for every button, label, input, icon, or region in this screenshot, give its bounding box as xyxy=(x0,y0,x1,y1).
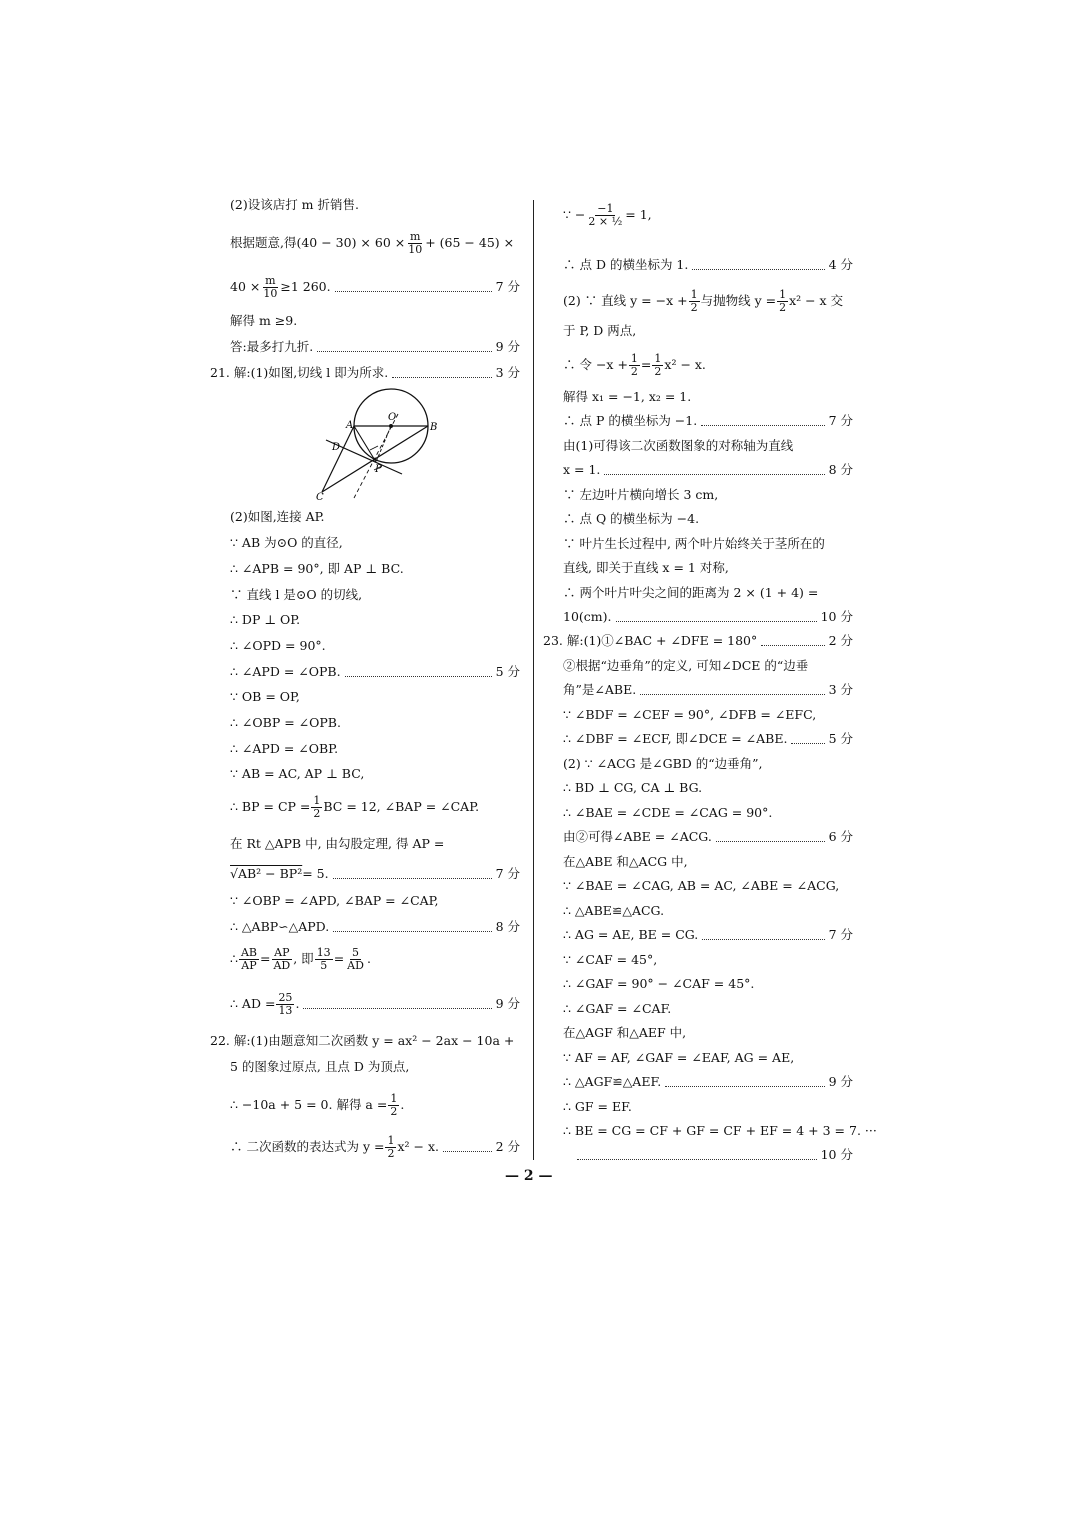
numerator: 1 xyxy=(654,352,662,365)
line xyxy=(563,487,853,503)
score: 2 分 xyxy=(828,633,853,648)
score: 5 分 xyxy=(828,731,853,746)
line xyxy=(230,612,520,628)
line xyxy=(230,947,520,971)
denominator: AD xyxy=(273,958,291,972)
label-p: P xyxy=(375,464,382,475)
line xyxy=(563,353,853,377)
text: 10(cm). xyxy=(563,609,612,624)
text: ∴ 点 Q 的横坐标为 −4. xyxy=(563,511,700,526)
geometry-figure xyxy=(310,388,450,508)
denominator: 2 xyxy=(630,364,638,378)
line xyxy=(563,511,853,527)
line xyxy=(563,323,853,339)
line xyxy=(563,829,853,845)
text: = xyxy=(640,356,652,372)
text: BC = 12, ∠BAP = ∠CAP. xyxy=(323,798,480,814)
line xyxy=(230,638,520,654)
text: 5 的图象过原点, 且点 D 为顶点, xyxy=(230,1059,410,1074)
text: = xyxy=(259,950,271,966)
score: 5 分 xyxy=(495,664,520,679)
denominator: 2 × ½ xyxy=(588,214,623,228)
score: 10 分 xyxy=(820,609,853,624)
text: ∴ ∠GAF = ∠CAF. xyxy=(563,1001,672,1016)
text: 与抛物线 y = xyxy=(700,292,777,308)
fraction xyxy=(239,947,259,971)
text: . xyxy=(295,995,300,1011)
text: 21. 解:(1)如图,切线 l 即为所求. xyxy=(210,365,389,380)
text: (2) ∵ ∠ACG 是∠GBD 的“边垂角”, xyxy=(563,756,763,771)
text: x² − x 交 xyxy=(789,292,844,308)
line xyxy=(230,919,520,935)
line xyxy=(563,1025,853,1041)
text: ∴ 点 P 的横坐标为 −1. xyxy=(563,413,698,428)
score: 9 分 xyxy=(828,1074,853,1089)
text: 由②可得∠ABE = ∠ACG. xyxy=(563,829,712,844)
text: (2)设该店打 m 折销售. xyxy=(230,197,359,212)
text: 在△AGF 和△AEF 中, xyxy=(563,1025,687,1040)
numerator: m xyxy=(410,230,421,243)
line xyxy=(563,805,853,821)
sqrt-expression: √AB² − BP² xyxy=(230,866,303,881)
text: ∴ △AGF≌△AEF. xyxy=(563,1074,662,1089)
numerator: 5 xyxy=(352,946,360,959)
numerator: 1 xyxy=(390,1092,398,1105)
line xyxy=(230,715,520,731)
text: ∴ BP = CP = xyxy=(230,798,311,814)
numerator: −1 xyxy=(597,202,614,215)
dot-leader xyxy=(333,931,491,932)
line xyxy=(230,197,520,213)
line xyxy=(230,689,520,705)
text: ∵ AB = AC, AP ⊥ BC, xyxy=(230,766,365,781)
label-c: C xyxy=(316,492,324,503)
text: ∵ 叶片生长过程中, 两个叶片始终关于茎所在的 xyxy=(563,536,825,551)
dot-leader xyxy=(317,351,491,352)
fraction xyxy=(271,947,292,971)
line xyxy=(563,438,853,454)
line xyxy=(230,313,520,329)
text: ∴ ∠APD = ∠OBP. xyxy=(230,741,339,756)
line xyxy=(230,231,520,255)
line xyxy=(230,836,520,852)
denominator: 2 xyxy=(390,1104,398,1118)
dot-leader xyxy=(791,743,824,744)
fraction xyxy=(345,947,366,971)
text: 答:最多打九折. xyxy=(230,339,314,354)
line xyxy=(230,992,520,1016)
line xyxy=(563,1099,853,1115)
score: 7 分 xyxy=(495,278,520,294)
dot-leader xyxy=(761,645,824,646)
dot-leader xyxy=(443,1151,492,1152)
text: ∵ OB = OP, xyxy=(230,689,300,704)
text: ∵ AB 为⊙O 的直径, xyxy=(230,535,343,550)
text: 直线, 即关于直线 x = 1 对称, xyxy=(563,560,729,575)
text: ∴ AG = AE, BE = CG. xyxy=(563,927,699,942)
line xyxy=(563,203,853,227)
dot-leader xyxy=(577,1159,817,1160)
denominator: 5 xyxy=(320,958,328,972)
numerator: m xyxy=(265,274,276,287)
fraction xyxy=(586,203,624,227)
text: ∵ ∠BDF = ∠CEF = 90°, ∠DFB = ∠EFC, xyxy=(563,707,817,722)
denominator: 2 xyxy=(387,1146,395,1160)
numerator: 1 xyxy=(779,288,787,301)
denominator: 2 xyxy=(779,300,787,314)
text: x = 1. xyxy=(563,462,601,477)
line xyxy=(230,587,520,603)
text: 40 × xyxy=(230,278,261,294)
line xyxy=(563,536,853,552)
dot-leader xyxy=(692,269,824,270)
fraction xyxy=(689,289,700,313)
line xyxy=(230,275,520,299)
denominator: 2 xyxy=(313,806,321,820)
line xyxy=(543,633,853,649)
dot-leader xyxy=(392,377,491,378)
text: ∴ △ABE≌△ACG. xyxy=(563,903,665,918)
line xyxy=(230,893,520,909)
fraction xyxy=(315,947,333,971)
text: ∴ BD ⊥ CG, CA ⊥ BG. xyxy=(563,780,703,795)
text: ∵ ∠OBP = ∠APD, ∠BAP = ∠CAP, xyxy=(230,893,439,908)
line xyxy=(230,866,520,882)
line xyxy=(230,1093,520,1117)
label-a: A xyxy=(346,420,354,431)
line xyxy=(563,609,853,625)
text: ∴ ∠DBF = ∠ECF, 即∠DCE = ∠ABE. xyxy=(563,731,788,746)
line xyxy=(563,878,853,894)
line xyxy=(563,585,853,601)
text: + (65 − 45) × xyxy=(425,234,515,250)
score: 3 分 xyxy=(495,365,520,380)
text: x² − x. xyxy=(664,356,706,372)
text: 在△ABE 和△ACG 中, xyxy=(563,854,688,869)
label-b: B xyxy=(430,422,438,433)
fraction xyxy=(406,231,424,255)
text: ∵ AF = AF, ∠GAF = ∠EAF, AG = AE, xyxy=(563,1050,795,1065)
score: 2 分 xyxy=(495,1138,520,1154)
text: ∴ ∠APB = 90°, 即 AP ⊥ BC. xyxy=(230,561,404,576)
denominator: AD xyxy=(347,958,364,972)
text: 由(1)可得该二次函数图象的对称轴为直线 xyxy=(563,438,794,453)
text: 于 P, D 两点, xyxy=(563,323,637,338)
line xyxy=(563,952,853,968)
line xyxy=(563,413,853,429)
line xyxy=(230,535,520,551)
denominator: 10 xyxy=(408,242,423,256)
text: ∴ ∠APD = ∠OPB. xyxy=(230,664,341,679)
fraction xyxy=(311,795,322,819)
score: 8 分 xyxy=(828,462,853,477)
line xyxy=(563,658,853,674)
line xyxy=(563,903,853,919)
fraction xyxy=(276,992,294,1016)
text: , 即 xyxy=(293,950,314,966)
label-o: O xyxy=(388,412,397,423)
line xyxy=(563,854,853,870)
line-ap xyxy=(354,426,376,462)
dot-leader xyxy=(640,694,824,695)
line xyxy=(210,1033,520,1049)
fraction xyxy=(652,353,663,377)
score: 6 分 xyxy=(828,829,853,844)
line xyxy=(230,561,520,577)
text: ∵ ∠BAE = ∠CAG, AB = AC, ∠ABE = ∠ACG, xyxy=(563,878,840,893)
line xyxy=(563,289,853,313)
fraction xyxy=(777,289,788,313)
line xyxy=(563,389,853,405)
line xyxy=(230,1135,520,1159)
text: ∴ BE = CG = CF + GF = CF + EF = 4 + 3 = 7. ··· xyxy=(563,1123,877,1138)
line xyxy=(563,1050,853,1066)
line xyxy=(563,976,853,992)
line xyxy=(563,1074,853,1090)
dot-leader xyxy=(345,676,492,677)
text: ∵ ∠CAF = 45°, xyxy=(563,952,658,967)
text: (2)如图,连接 AP. xyxy=(230,509,325,524)
text: = 1, xyxy=(625,206,652,222)
line xyxy=(210,365,520,381)
line xyxy=(563,1147,853,1163)
text: ∴ DP ⊥ OP. xyxy=(230,612,301,627)
text: ∴ 点 D 的横坐标为 1. xyxy=(563,257,689,272)
line xyxy=(230,741,520,757)
line xyxy=(563,707,853,723)
text: ∴ △ABP∽△APD. xyxy=(230,919,330,934)
text: 在 Rt △APB 中, 由勾股定理, 得 AP = xyxy=(230,836,445,851)
text: ∴ 二次函数的表达式为 y = xyxy=(230,1138,385,1154)
line xyxy=(563,1123,877,1139)
line xyxy=(563,756,853,772)
text: = 5. xyxy=(302,866,329,881)
dot-leader xyxy=(333,878,492,879)
text: ∴ ∠GAF = 90° − ∠CAF = 45°. xyxy=(563,976,755,991)
text: ∵ 直线 l 是⊙O 的切线, xyxy=(230,587,363,602)
text: (2) ∵ 直线 y = −x + xyxy=(563,292,688,308)
dot-leader xyxy=(335,291,492,292)
score: 8 分 xyxy=(495,919,520,934)
line xyxy=(563,462,853,478)
page-number: — 2 — xyxy=(505,1168,553,1184)
text: ∴ GF = EF. xyxy=(563,1099,632,1114)
score: 7 分 xyxy=(495,866,520,881)
dot-leader xyxy=(701,425,824,426)
line xyxy=(563,682,853,698)
fraction xyxy=(261,275,279,299)
text: ∴ ∠BAE = ∠CDE = ∠CAG = 90°. xyxy=(563,805,773,820)
fraction xyxy=(629,353,640,377)
line xyxy=(563,1001,853,1017)
text: ∵ 左边叶片横向增长 3 cm, xyxy=(563,487,719,502)
score: 9 分 xyxy=(495,339,520,354)
text: . xyxy=(366,950,371,966)
dot-leader xyxy=(702,939,824,940)
text: ∴ −10a + 5 = 0. 解得 a = xyxy=(230,1096,388,1112)
denominator: 2 xyxy=(654,364,662,378)
numerator: 13 xyxy=(316,946,331,959)
line xyxy=(230,1059,520,1075)
numerator: AB xyxy=(240,946,257,959)
dot-leader xyxy=(604,474,824,475)
text: ∴ 令 −x + xyxy=(563,356,628,372)
line xyxy=(230,766,520,782)
text: 解得 m ≥9. xyxy=(230,313,298,328)
line xyxy=(230,795,520,819)
score: 4 分 xyxy=(828,257,853,272)
numerator: 1 xyxy=(690,288,698,301)
text: . xyxy=(400,1096,405,1112)
text: 23. 解:(1)①∠BAC + ∠DFE = 180° xyxy=(543,633,758,648)
text: ∴ AD = xyxy=(230,995,276,1011)
denominator: 10 xyxy=(263,286,278,300)
line xyxy=(230,339,520,355)
score: 9 分 xyxy=(495,995,520,1011)
score: 7 分 xyxy=(828,413,853,428)
text: x² − x. xyxy=(397,1138,439,1154)
numerator: 1 xyxy=(630,352,638,365)
line xyxy=(563,560,853,576)
numerator: 25 xyxy=(278,991,293,1004)
denominator: 13 xyxy=(278,1003,293,1017)
text: 22. 解:(1)由题意知二次函数 y = ax² − 2ax − 10a + xyxy=(210,1033,515,1048)
text: ②根据“边垂角”的定义, 可知∠DCE 的“边垂 xyxy=(563,658,809,673)
line xyxy=(563,780,853,796)
line xyxy=(563,927,853,943)
text: ≥1 260. xyxy=(280,278,331,294)
column-divider xyxy=(533,200,534,1160)
numerator: 1 xyxy=(387,1134,395,1147)
line xyxy=(230,509,520,525)
text: 根据题意,得(40 − 30) × 60 × xyxy=(230,234,406,250)
score: 3 分 xyxy=(828,682,853,697)
dot-leader xyxy=(303,1008,491,1009)
denominator: AP xyxy=(241,958,257,972)
dot-leader xyxy=(616,621,817,622)
label-d: D xyxy=(332,442,341,453)
dot-leader xyxy=(665,1086,824,1087)
text: ∴ ∠OBP = ∠OPB. xyxy=(230,715,341,730)
text: 解得 x₁ = −1, x₂ = 1. xyxy=(563,389,692,404)
line xyxy=(230,664,520,680)
text: ∴ ∠OPD = 90°. xyxy=(230,638,326,653)
score: 10 分 xyxy=(820,1147,853,1162)
score: 7 分 xyxy=(828,927,853,942)
line xyxy=(563,257,853,273)
fraction xyxy=(388,1093,399,1117)
text: ∴ xyxy=(230,950,238,966)
text: 角”是∠ABE. xyxy=(563,682,637,697)
fraction xyxy=(385,1135,396,1159)
numerator: AP xyxy=(274,946,290,959)
denominator: 2 xyxy=(690,300,698,314)
numerator: 1 xyxy=(313,794,321,807)
text: = xyxy=(333,950,345,966)
text: ∵ − xyxy=(563,206,586,222)
dot-leader xyxy=(716,841,825,842)
text: ∴ 两个叶片叶尖之间的距离为 2 × (1 + 4) = xyxy=(563,585,819,600)
line xyxy=(563,731,853,747)
